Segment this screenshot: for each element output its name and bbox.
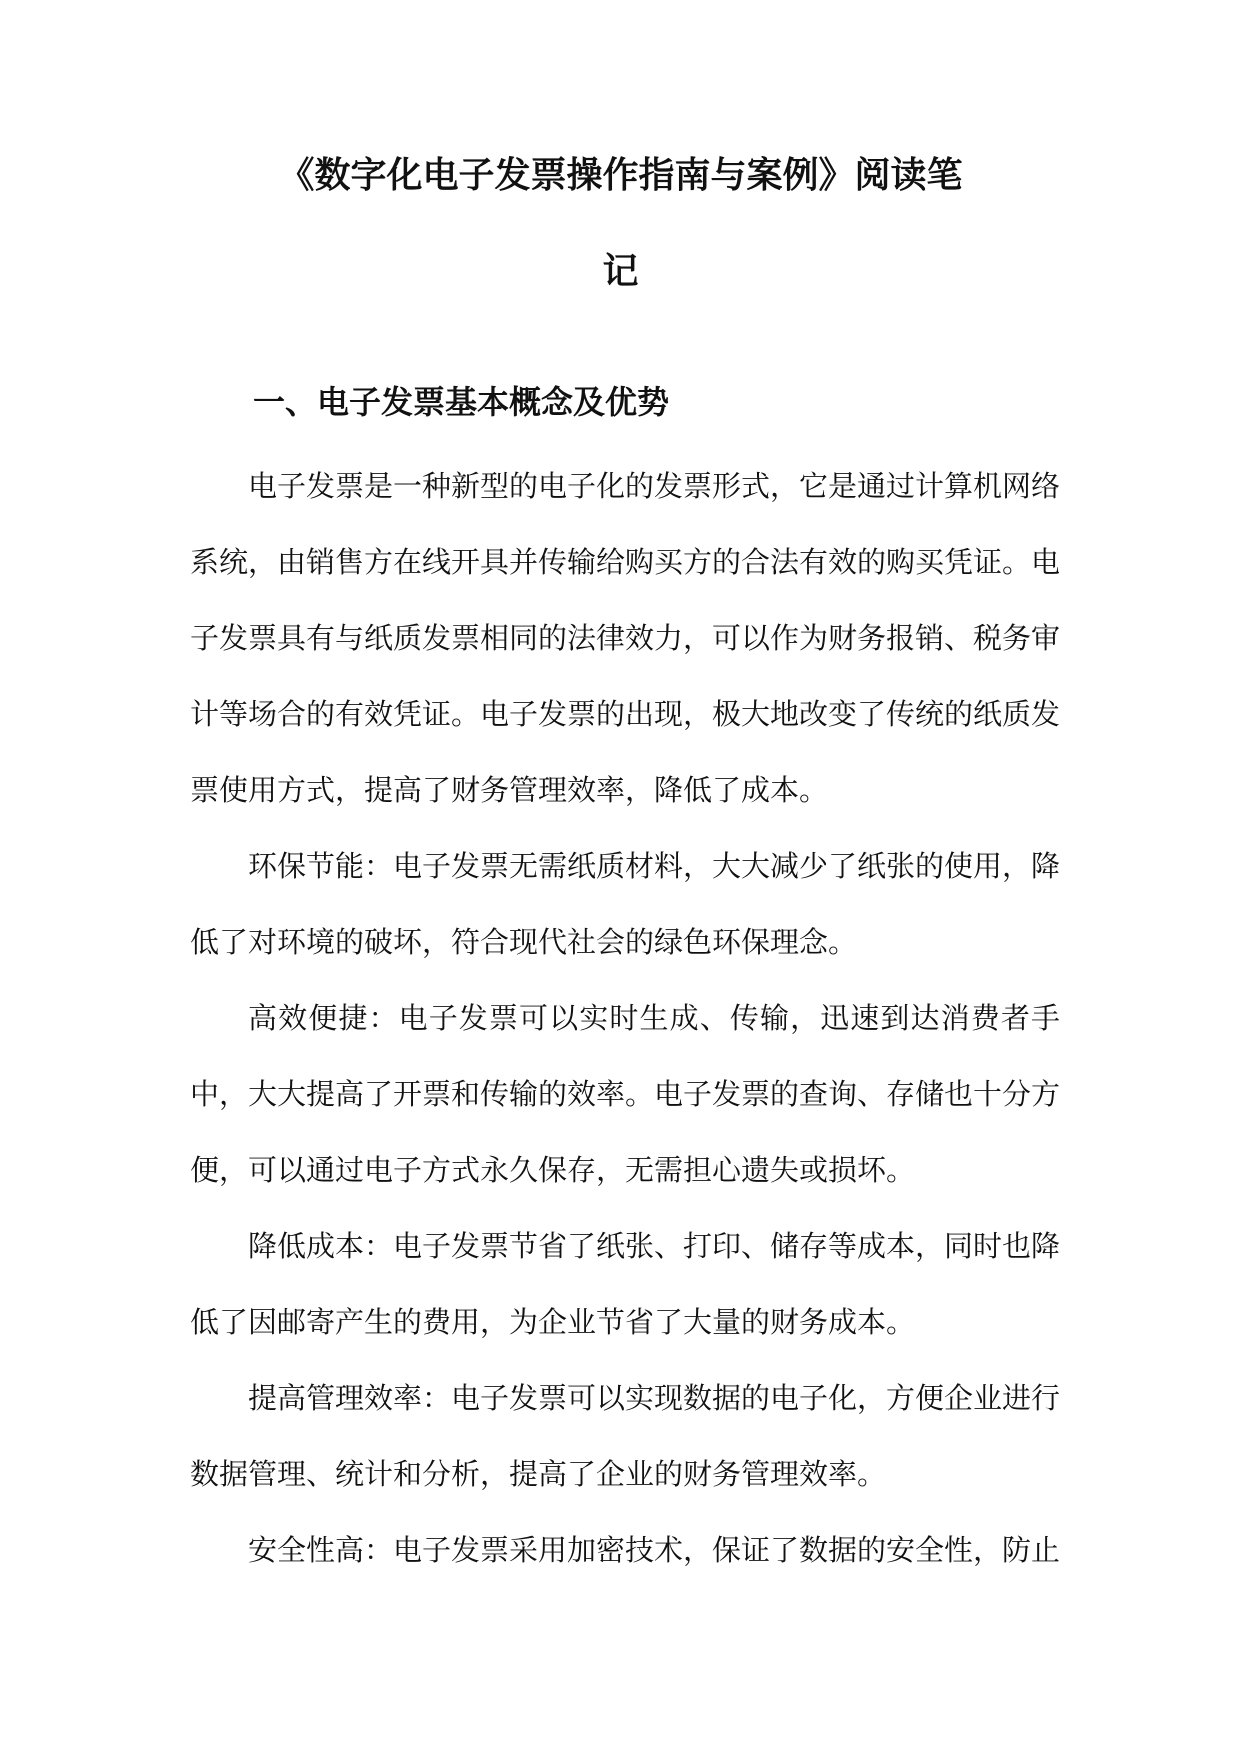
paragraph-security: 安全性高：电子发票采用加密技术，保证了数据的安全性，防止 xyxy=(248,1533,1060,1567)
section-heading: 一、电子发票基本概念及优势 xyxy=(253,383,670,421)
paragraph-environmental: 环保节能：电子发票无需纸质材料，大大减少了纸张的使用，降低了对环境的破坏，符合现代社会的绿色环保理念。 xyxy=(190,849,1061,959)
document-title: 《数字化电子发票操作指南与案例》阅读笔 xyxy=(278,155,963,196)
paragraph-efficiency: 高效便捷：电子发票可以实时生成、传输，迅速到达消费者手中，大大提高了开票和传输的效率。电子发票的查询、存储也十分方便，可以通过电子方式永久保存，无需担心遗失或损坏。 xyxy=(190,1001,1061,1187)
document-title-continued: 记 xyxy=(602,251,639,292)
paragraph-management: 提高管理效率：电子发票可以实现数据的电子化，方便企业进行数据管理、统计和分析，提高了企业的财务管理效率。 xyxy=(190,1381,1061,1491)
paragraph-definition: 电子发票是一种新型的电子化的发票形式，它是通过计算机网络系统，由销售方在线开具并传输给购买方的合法有效的购买凭证。电子发票具有与纸质发票相同的法律效力，可以作为财务报销、税务审计等场合的有效凭证。电子发票的出现，极大地改变了传统的纸质发票使用方式，提高了财务管理效率，降低了成本。 xyxy=(190,469,1061,807)
paragraph-cost: 降低成本：电子发票节省了纸张、打印、储存等成本，同时也降低了因邮寄产生的费用，为企业节省了大量的财务成本。 xyxy=(190,1229,1061,1339)
